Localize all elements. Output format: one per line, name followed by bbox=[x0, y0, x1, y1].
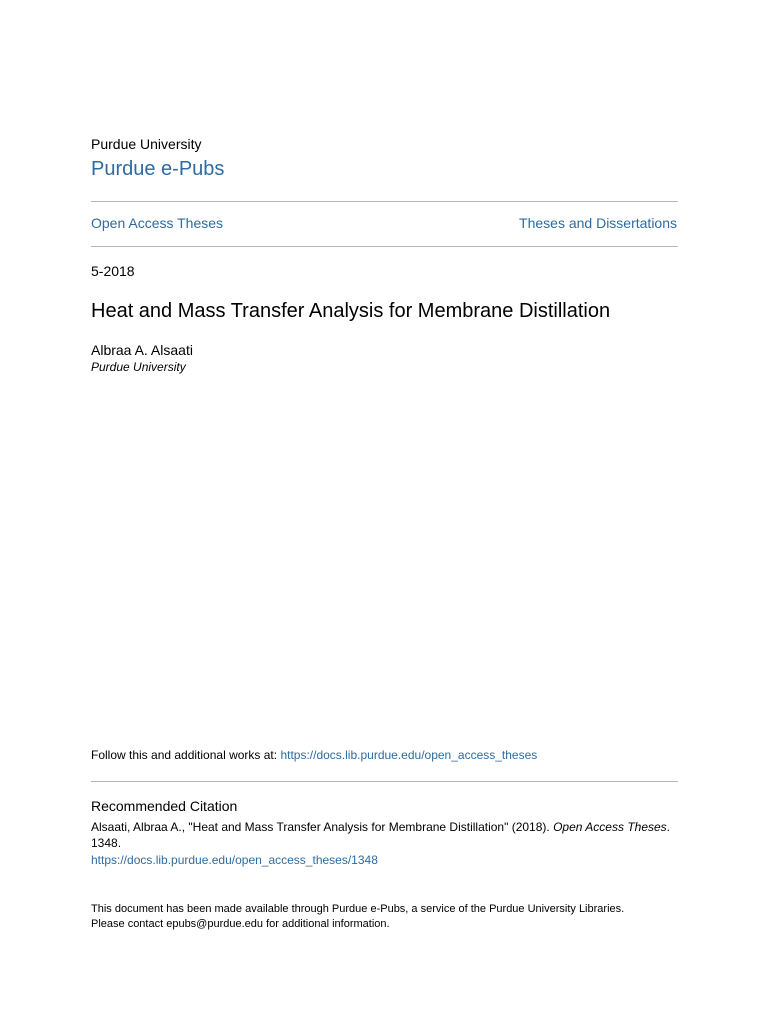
author-name: Albraa A. Alsaati bbox=[91, 342, 193, 358]
divider bbox=[91, 246, 678, 247]
follow-prefix: Follow this and additional works at: bbox=[91, 748, 281, 762]
repository-link[interactable]: Purdue e-Pubs bbox=[91, 158, 225, 180]
citation-series: Open Access Theses bbox=[553, 820, 667, 834]
citation-url-link[interactable]: https://docs.lib.purdue.edu/open_access_theses/1348 bbox=[91, 853, 378, 867]
institution-name: Purdue University bbox=[91, 136, 202, 152]
publication-date: 5-2018 bbox=[91, 263, 135, 279]
document-title: Heat and Mass Transfer Analysis for Membrane Distillation bbox=[91, 300, 611, 322]
recommended-citation-heading: Recommended Citation bbox=[91, 798, 238, 814]
citation-main: Alsaati, Albraa A., "Heat and Mass Transfer Analysis for Membrane Distillation" (2018). bbox=[91, 820, 554, 834]
author-affiliation: Purdue University bbox=[91, 360, 186, 374]
citation-text bbox=[91, 819, 678, 851]
collection-link-theses-dissertations[interactable]: Theses and Dissertations bbox=[519, 215, 677, 231]
divider bbox=[91, 781, 678, 782]
availability-notice bbox=[91, 902, 681, 932]
notice-line-1: This document has been made available through Purdue e-Pubs, a service of the Purdue University Libraries. bbox=[91, 903, 625, 915]
citation-number: . 1348. bbox=[91, 820, 671, 850]
notice-line-2: Please contact epubs@purdue.edu for additional information. bbox=[91, 918, 390, 930]
follow-line bbox=[91, 748, 537, 762]
divider bbox=[91, 201, 678, 202]
follow-url-link[interactable]: https://docs.lib.purdue.edu/open_access_theses bbox=[280, 748, 538, 762]
collection-link-open-access-theses[interactable]: Open Access Theses bbox=[91, 215, 224, 231]
